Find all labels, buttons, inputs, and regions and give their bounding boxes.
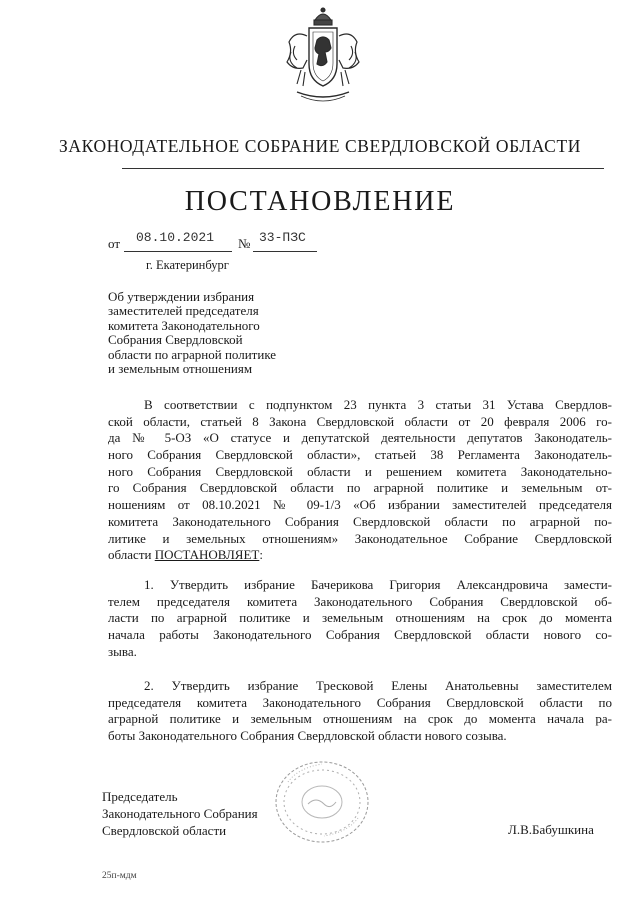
item-line: ласти по аграрной политике и земельным отношениям на срок до момента xyxy=(108,610,612,626)
subject-line: Собрания Свердловской xyxy=(108,332,243,348)
subject-line: Об утверждении избрания xyxy=(108,289,255,304)
item-line: председателя комитета Законодательного Собрания Свердловской области по xyxy=(108,694,612,710)
subject-line: области по аграрной политике xyxy=(108,346,277,362)
subject-line: и земельным отношениям xyxy=(108,361,253,377)
number-field xyxy=(253,229,317,252)
preamble-line: да № 5-ОЗ «О статусе и депутатской деятельности депутатов Законодатель- xyxy=(108,430,612,446)
signatory-title-line: Законодательного Собрания xyxy=(102,806,258,821)
date-value: 08.10.2021 xyxy=(136,230,215,245)
preamble-last-line xyxy=(108,547,612,564)
preamble-line: ного Собрания Свердловской области и решением комитета Законодательно- xyxy=(108,463,612,479)
item-line: аграрной политике и земельным отношениям на срок до момента начала ра- xyxy=(108,711,612,727)
preamble-line: В соответствии с подпунктом 23 пункта 3 статьи 31 Устава Свердлов- xyxy=(144,397,612,412)
preamble-line: ного Собрания Свердловской области», статьей 38 Регламента Законодатель- xyxy=(108,447,612,463)
resolution-item-2 xyxy=(108,678,612,745)
item-line: зыва. xyxy=(108,643,137,659)
preamble-line: го Собрания Свердловской области по аграрной политике и земельным от- xyxy=(108,480,612,496)
number-value: 33-ПЗС xyxy=(259,230,306,245)
document-title: ПОСТАНОВЛЕНИЕ xyxy=(184,186,456,217)
item-line: начала работы Законодательного Собрания Свердловской области нового со- xyxy=(108,627,612,643)
coat-of-arms-icon xyxy=(283,6,363,110)
document-code: 25п-мдм xyxy=(102,871,137,881)
number-prefix: № xyxy=(238,236,251,251)
signatory-title-line: Свердловской области xyxy=(102,823,227,838)
preamble-last-prefix: области xyxy=(108,547,152,563)
city: г. Екатеринбург xyxy=(146,258,229,272)
date-field xyxy=(124,229,232,252)
signatory-name: Л.В.Бабушкина xyxy=(508,822,594,837)
organization-name: ЗАКОНОДАТЕЛЬНОЕ СОБРАНИЕ СВЕРДЛОВСКОЙ ОБЛАСТИ xyxy=(59,136,581,156)
resolve-word: ПОСТАНОВЛЯЕТ xyxy=(154,547,260,563)
subject-line: заместителей председателя xyxy=(108,303,259,319)
preamble-line: комитета Законодательного Собрания Свердловской области по аграрной по- xyxy=(108,513,612,529)
preamble-line: литике и земельных отношениям» Законодательное Собрание Свердловской xyxy=(108,530,612,546)
signatory-title-line: Председатель xyxy=(102,789,178,804)
resolution-item-1 xyxy=(108,577,612,660)
signatory-title xyxy=(102,788,258,839)
preamble xyxy=(108,397,612,564)
date-prefix: от xyxy=(108,236,121,251)
document-subject xyxy=(108,290,348,376)
item-line: 2. Утвердить избрание Тресковой Елены Анатольевны заместителем xyxy=(144,678,612,693)
header-divider xyxy=(122,168,604,169)
resolve-colon: : xyxy=(259,547,263,563)
item-line: боты Законодательного Собрания Свердловской области нового созыва. xyxy=(108,728,507,744)
official-seal-icon xyxy=(262,752,374,848)
item-line: 1. Утвердить избрание Бачерикова Григория Александровича замести- xyxy=(144,577,612,592)
item-line: телем председателя комитета Законодательного Собрания Свердловской об- xyxy=(108,593,612,609)
preamble-line: ношениям от 08.10.2021 № 09-1/3 «Об избрании заместителей председателя xyxy=(108,497,612,513)
preamble-line: ской области, статьей 8 Закона Свердловской области от 20 февраля 2006 го- xyxy=(108,413,612,429)
subject-line: комитета Законодательного xyxy=(108,317,260,333)
